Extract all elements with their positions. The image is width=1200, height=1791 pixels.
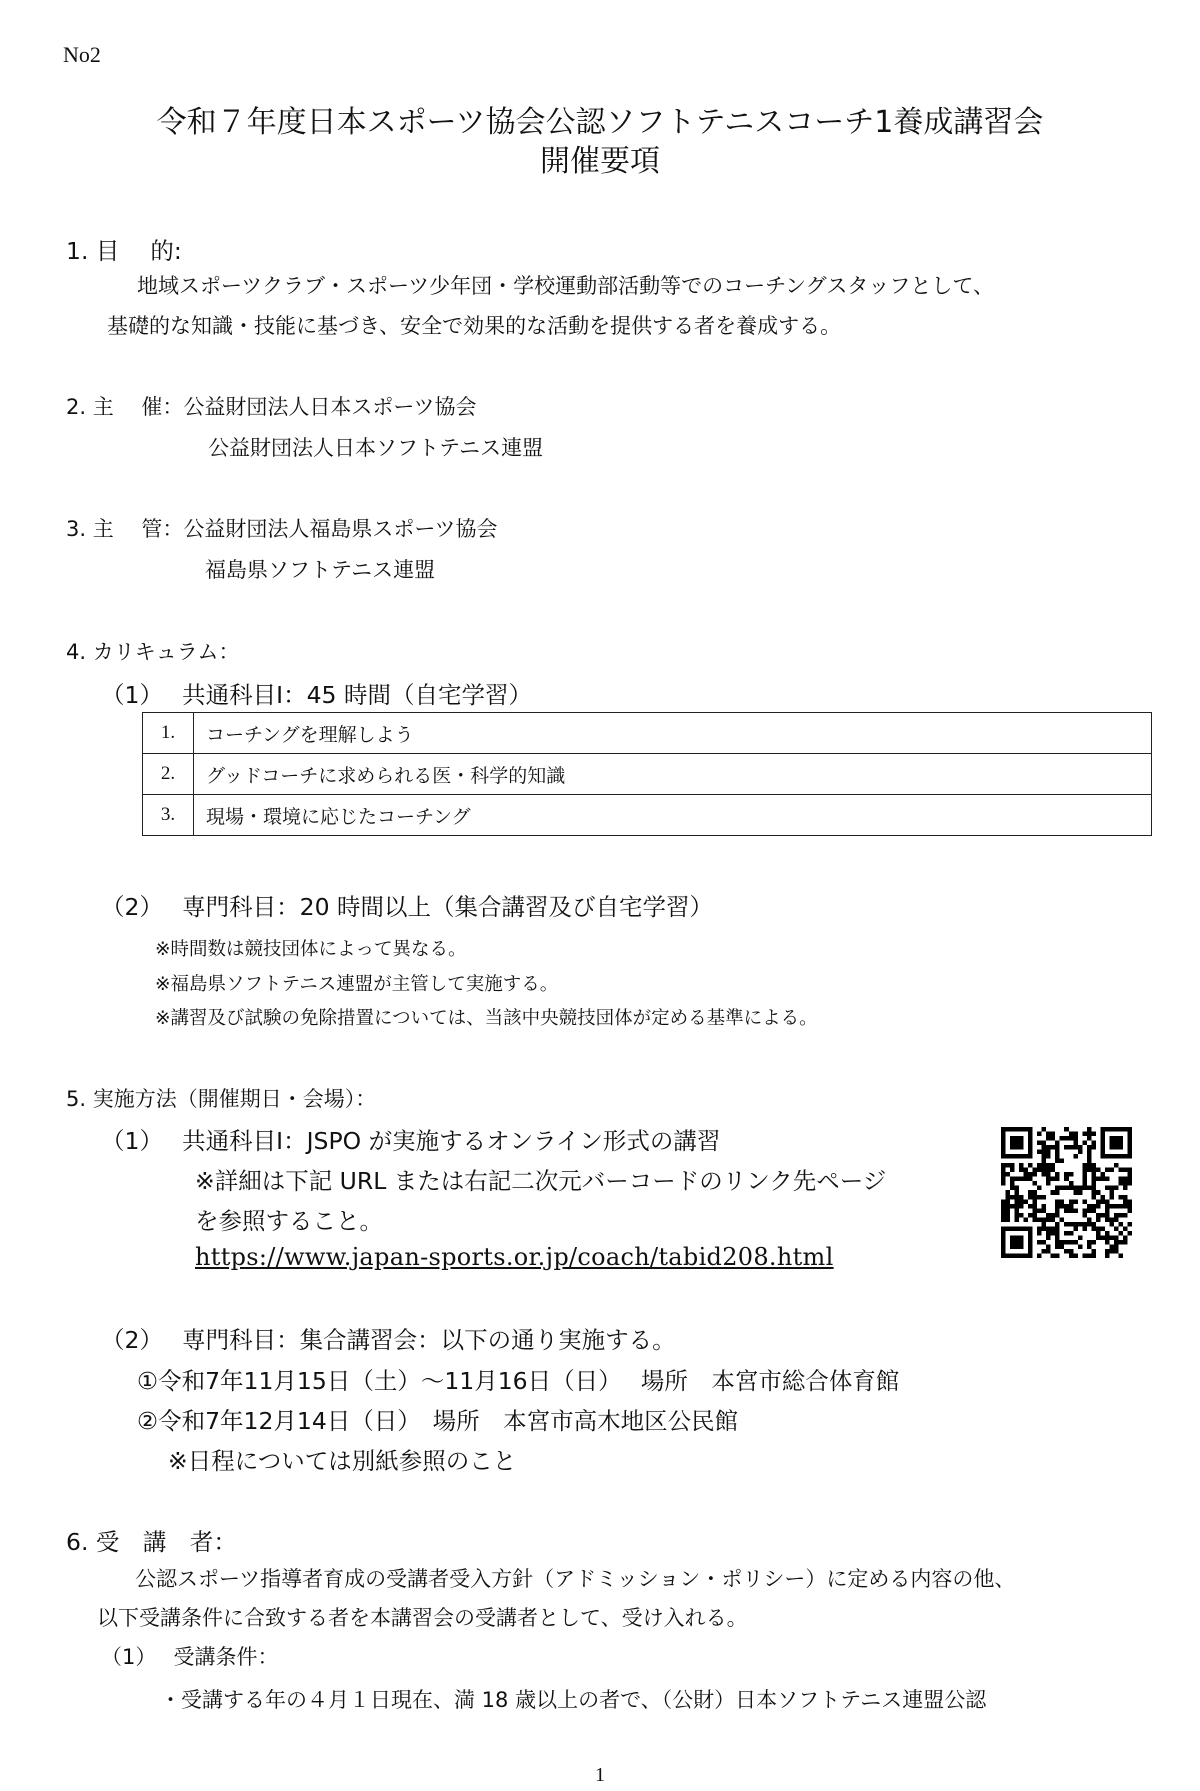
purpose-text-line2: 基礎的な知識・技能に基づき、安全で効果的な活動を提供する者を養成する。 <box>107 314 842 338</box>
host-line2: 公益財団法人日本ソフトテニス連盟 <box>208 436 544 460</box>
table-cell-num: 1. <box>143 713 194 754</box>
table-row <box>143 754 1152 795</box>
table-cell-text: 現場・環境に応じたコーチング <box>194 795 1152 836</box>
coach-info-link[interactable]: https://www.japan-sports.or.jp/coach/tabid208.html <box>195 1243 834 1271</box>
condition-1: ・受講する年の４月１日現在、満 18 歳以上の者で、（公財）日本ソフトテニス連盟公認 <box>160 1688 987 1712</box>
host-heading: 2. 主 催：公益財団法人日本スポーツ協会 <box>66 395 477 419</box>
document-title: 令和７年度日本スポーツ協会公認ソフトテニスコーチ1養成講習会 <box>156 105 1044 140</box>
common-subject-label: （1） 共通科目Ⅰ：45 時間（自宅学習） <box>101 681 532 709</box>
purpose-heading: 1. 目 的: <box>66 237 182 265</box>
session-1: ①令和7年11月15日（土）～11月16日（日） 場所 本宮市総合体育館 <box>137 1367 900 1395</box>
curriculum-note-1: ※時間数は競技団体によって異なる。 <box>155 939 467 960</box>
purpose-text-line1: 地域スポーツクラブ・スポーツ少年団・学校運動部活動等でのコーチングスタッフとして、 <box>137 274 995 298</box>
document-subtitle: 開催要項 <box>540 144 660 179</box>
table-cell-num: 2. <box>143 754 194 795</box>
table-row <box>143 795 1152 836</box>
method-heading: 5. 実施方法（開催期日・会場）： <box>66 1087 377 1111</box>
curriculum-table <box>142 712 1152 836</box>
organizer-heading: 3. 主 管：公益財団法人福島県スポーツ協会 <box>66 517 498 541</box>
conditions-label: （1） 受講条件： <box>101 1645 279 1669</box>
table-cell-text: コーチングを理解しよう <box>194 713 1152 754</box>
table-row <box>143 713 1152 754</box>
schedule-note: ※日程については別紙参照のこと <box>168 1447 517 1475</box>
table-cell-num: 3. <box>143 795 194 836</box>
curriculum-heading: 4. カリキュラム： <box>66 640 240 664</box>
participants-text-line2: 以下受講条件に合致する者を本講習会の受講者として、受け入れる。 <box>97 1606 748 1630</box>
method-common-note1: ※詳細は下記 URL または右記二次元バーコードのリンク先ページ <box>195 1167 887 1195</box>
participants-heading: 6. 受 講 者： <box>66 1528 237 1556</box>
session-2: ②令和7年12月14日（日） 場所 本宮市高木地区公民館 <box>137 1407 739 1435</box>
qr-code-icon[interactable] <box>1001 1127 1132 1258</box>
curriculum-note-3: ※講習及び試験の免除措置については、当該中央競技団体が定める基準による。 <box>155 1008 818 1029</box>
page-number: 1 <box>595 1764 605 1786</box>
special-subject-label: （2） 専門科目：20 時間以上（集合講習及び自宅学習） <box>101 893 714 921</box>
organizer-line2: 福島県ソフトテニス連盟 <box>205 558 436 582</box>
method-special-label: （2） 専門科目：集合講習会：以下の通り実施する。 <box>101 1326 676 1354</box>
method-common-label: （1） 共通科目Ⅰ：JSPO が実施するオンライン形式の講習 <box>101 1127 721 1155</box>
curriculum-note-2: ※福島県ソフトテニス連盟が主管して実施する。 <box>155 974 559 995</box>
table-cell-text: グッドコーチに求められる医・科学的知識 <box>194 754 1152 795</box>
participants-text-line1: 公認スポーツ指導者育成の受講者受入方針（アドミッション・ポリシー）に定める内容の他、 <box>135 1567 1016 1591</box>
document-number: No2 <box>63 42 101 67</box>
method-common-note2: を参照すること。 <box>195 1207 383 1235</box>
